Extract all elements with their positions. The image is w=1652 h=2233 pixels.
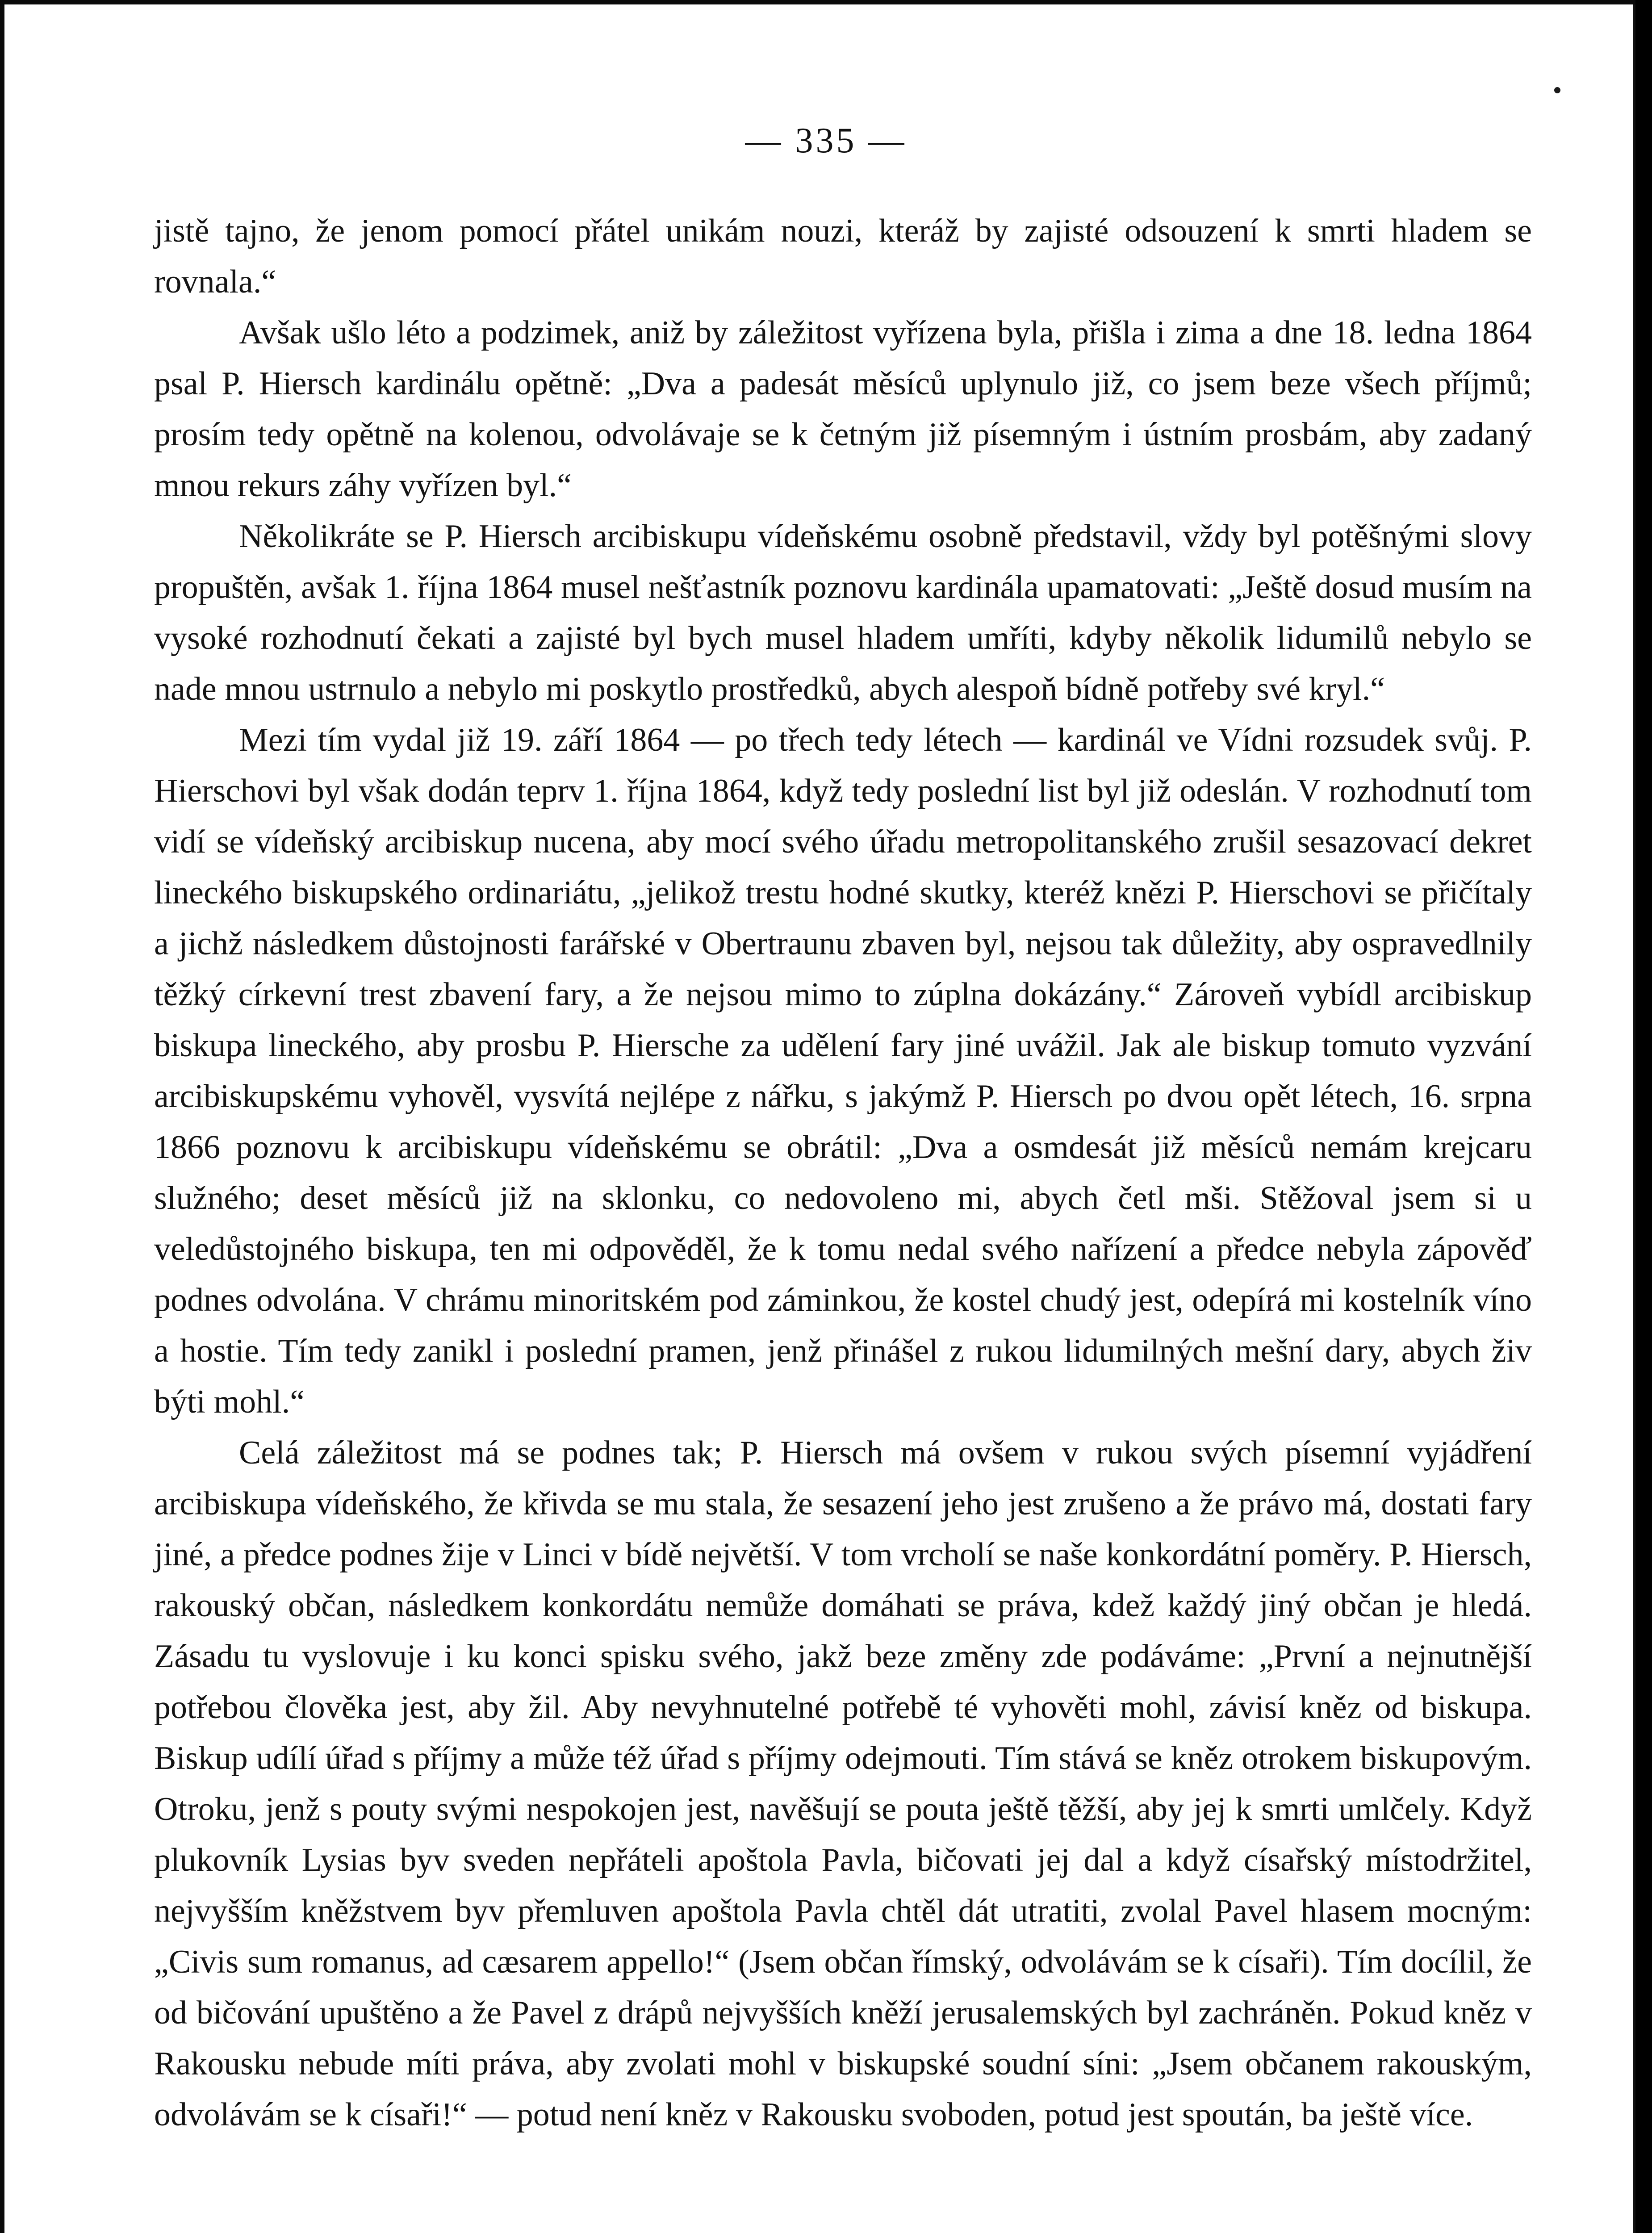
paragraph-4: Mezi tím vydal již 19. září 1864 — po třech tedy létech — kardinál ve Vídni rozsudek svůj. P. Hierschovi byl však dodán teprv 1. října 1864, když tedy poslední list byl již odeslán. V rozhodnutí tom vidí se vídeňský arcibiskup nucena, aby mocí svého úřadu metropolitanského zrušil sesazovací dekret lineckého biskupského ordinariátu, „jelikož trestu hodné skutky, kteréž knězi P. Hierschovi se přičítaly a jichž následkem důstojnosti farářské v Obertraunu zbaven byl, nejsou tak důležity, aby ospravedlnily těžký církevní trest zbavení fary, a že nejsou mimo to zúplna dokázány.“ Zároveň vybídl arcibiskup biskupa lineckého, aby prosbu P. Hiersche za udělení fary jiné uvážil. Jak ale biskup tomuto vyzvání arcibiskupskému vyhověl, vysvítá nejlépe z nářku, s jakýmž P. Hiersch po dvou opět létech, 16. srpna 1866 poznovu k arcibiskupu vídeňskému se obrátil: „Dva a osmdesát již měsíců nemám krejcaru služného; deset měsíců již na sklonku, co nedovoleno mi, abych četl mši. Stěžoval jsem si u veledůstojného biskupa, ten mi odpověděl, že k tomu nedal svého nařízení a předce nebyla zápověď podnes odvolána. V chrámu minoritském pod záminkou, že kostel chudý jest, odepírá mi kostelník víno a hostie. Tím tedy zanikl i poslední pramen, jenž přinášel z rukou lidumilných mešní dary, abych živ býti mohl.“ bbox=[154, 722, 1532, 1420]
paragraph-5: Celá záležitost má se podnes tak; P. Hiersch má ovšem v rukou svých písemní vyjádření arcibiskupa vídeňského, že křivda se mu stala, že sesazení jeho jest zrušeno a že právo má, dostati fary jiné, a předce podnes žije v Linci v bídě největší. V tom vrcholí se naše konkordátní poměry. P. Hiersch, rakouský občan, následkem konkordátu nemůže domáhati se práva, kdež každý jiný občan je hledá. Zásadu tu vyslovuje i ku konci spisku svého, jakž beze změny zde podáváme: „První a nejnutnější potřebou člověka jest, aby žil. Aby nevyhnutelné potřebě té vyhověti mohl, závisí kněz od biskupa. Biskup udílí úřad s příjmy a může též úřad s příjmy odejmouti. Tím stává se kněz otrokem biskupovým. Otroku, jenž s pouty svými nespokojen jest, navěšují se pouta ještě těžší, aby jej k smrti umlčely. Když plukovník Lysias byv sveden nepřáteli apoštola Pavla, bičovati jej dal a když císařský místodržitel, nejvyšším kněžstvem byv přemluven apoštola Pavla chtěl dát utratiti, zvolal Pavel hlasem mocným: „Civis sum romanus, ad cæsarem appello!“ (Jsem občan římský, odvolávám se k císaři). Tím docílil, že od bičování upuštěno a že Pavel z drápů nejvyšších kněží jerusalemských byl zachráněn. Pokud kněz v Rakousku nebude míti práva, aby zvolati mohl v biskupské soudní síni: „Jsem občanem rakouským, odvolávám se k císaři!“ — potud není kněz v Rakousku svoboden, potud jest spoután, ba ještě více. bbox=[154, 1434, 1532, 2133]
scan-speck bbox=[1554, 87, 1560, 93]
scan-edge-top bbox=[0, 0, 1635, 4]
scan-edge-left bbox=[0, 0, 4, 2233]
paragraph-1: jistě tajno, že jenom pomocí přátel unikám nouzi, kteráž by zajisté odsouzení k smrti hladem se rovnala.“ bbox=[154, 213, 1532, 300]
paragraph-3: Několikráte se P. Hiersch arcibiskupu vídeňskému osobně představil, vždy byl potěšnými slovy propuštěn, avšak 1. října 1864 musel nešťastník poznovu kardinála upamatovati: „Ještě dosud musím na vysoké rozhodnutí čekati a zajisté byl bych musel hladem umříti, kdyby několik lidumilů nebylo se nade mnou ustrnulo a nebylo mi poskytlo prostředků, abych alespoň bídně potřeby své kryl.“ bbox=[154, 518, 1532, 707]
paragraph-2: Avšak ušlo léto a podzimek, aniž by záležitost vyřízena byla, přišla i zima a dne 18. ledna 1864 psal P. Hiersch kardinálu opětně: „Dva a padesát měsíců uplynulo již, co jsem beze všech příjmů; prosím tedy opětně na kolenou, odvolávaje se k četným již písemným i ústním prosbám, aby zadaný mnou rekurs záhy vyřízen byl.“ bbox=[154, 314, 1532, 504]
body-text bbox=[154, 205, 1532, 2140]
page-number: — 335 — bbox=[745, 121, 907, 160]
